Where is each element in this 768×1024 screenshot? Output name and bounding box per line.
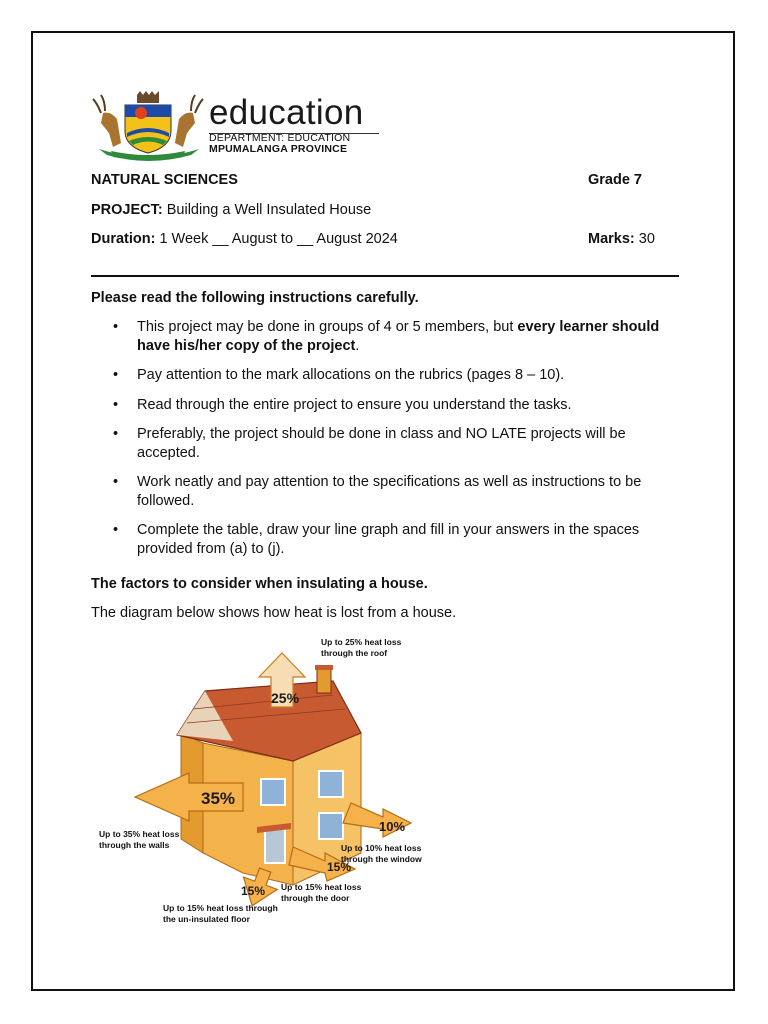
bullet-icon: • [113, 522, 119, 538]
floor-caption-2: the un-insulated floor [163, 914, 250, 924]
marks-line [588, 230, 655, 248]
walls-caption-2: through the walls [99, 840, 170, 850]
list-item [91, 473, 681, 510]
logo-province: MPUMALANGA PROVINCE [209, 143, 348, 155]
door-caption-1: Up to 15% heat loss [281, 882, 362, 892]
duration-value: 1 Week __ August to __ August 2024 [159, 231, 398, 247]
heat-loss-diagram [93, 633, 443, 924]
walls-caption-1: Up to 35% heat loss [99, 829, 180, 839]
item-emphasis: every learner should have his/her copy of the project [137, 319, 660, 354]
house-illustration [93, 633, 443, 924]
item-text-end: . [355, 337, 360, 354]
item-text: Read through the entire project to ensure you understand the tasks. [137, 396, 572, 413]
list-item [91, 521, 681, 558]
item-text: This project may be done in groups of 4 or 5 members, but [137, 319, 518, 335]
document-page [31, 31, 735, 991]
project-title: Building a Well Insulated House [166, 202, 372, 218]
window-caption-1: Up to 10% heat loss [341, 843, 422, 853]
duration-line [91, 230, 398, 248]
item-text: Preferably, the project should be done in class and NO LATE projects will be accepted. [137, 426, 626, 461]
duration-label: Duration: [91, 231, 156, 247]
list-item [91, 366, 681, 385]
grade-label: Grade 7 [588, 172, 642, 188]
factors-intro: The diagram below shows how heat is lost from a house. [91, 605, 457, 621]
bullet-icon: • [113, 474, 119, 490]
marks-label: Marks: [588, 231, 635, 247]
window-caption-2: through the window [341, 854, 422, 864]
list-item [91, 396, 681, 415]
list-item [91, 318, 681, 355]
roof-percentage: 25% [271, 690, 300, 706]
factors-heading: The factors to consider when insulating a house. [91, 576, 428, 592]
subject-title: NATURAL SCIENCES [91, 172, 238, 188]
door-caption-2: through the door [281, 893, 350, 903]
instructions-list [91, 318, 681, 569]
horizontal-divider [91, 275, 679, 277]
floor-caption-1: Up to 15% heat loss through [163, 903, 278, 913]
roof-caption-1: Up to 25% heat loss [321, 637, 402, 647]
item-text: Work neatly and pay attention to the specifications as well as instructions to be followed. [137, 474, 642, 509]
bullet-icon: • [113, 367, 119, 383]
bullet-icon: • [113, 319, 119, 335]
department-logo [91, 93, 391, 161]
logo-wordmark: education [209, 93, 364, 132]
coat-of-arms-icon [91, 93, 206, 161]
bullet-icon: • [113, 396, 119, 413]
list-item [91, 425, 681, 462]
item-text: Pay attention to the mark allocations on the rubrics (pages 8 – 10). [137, 367, 565, 383]
walls-percentage: 35% [201, 789, 236, 808]
item-text: Complete the table, draw your line graph and fill in your answers in the spaces provided from (a) to (j). [137, 522, 640, 557]
door-percentage: 15% [327, 860, 352, 874]
marks-value: 30 [638, 231, 655, 247]
floor-percentage: 15% [241, 884, 266, 898]
project-line [91, 201, 371, 219]
window-percentage: 10% [379, 819, 406, 834]
roof-caption-2: through the roof [321, 648, 388, 658]
instructions-heading: Please read the following instructions carefully. [91, 290, 419, 306]
bullet-icon: • [113, 426, 119, 442]
logo-department: DEPARTMENT: EDUCATION [209, 132, 351, 144]
project-label: PROJECT: [91, 202, 163, 218]
